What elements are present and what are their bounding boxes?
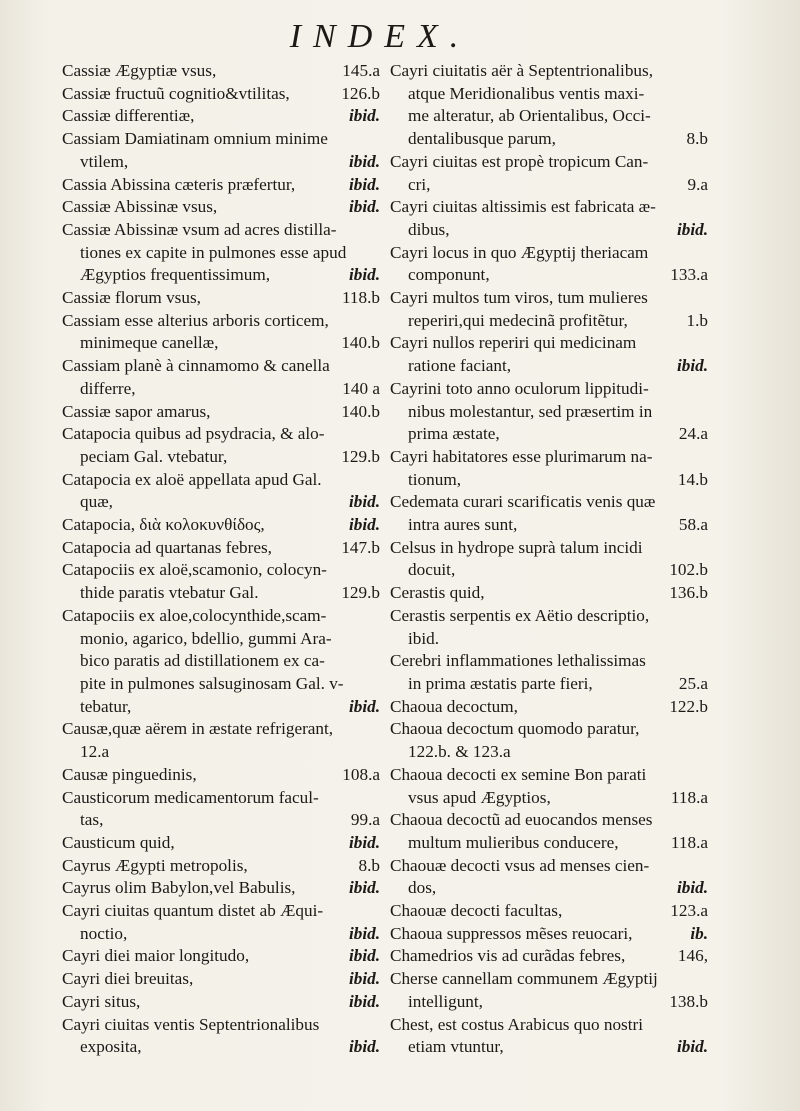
entry-text: Cayrus Ægypti metropolis, <box>62 855 248 875</box>
page-reference: 8.b <box>686 129 708 149</box>
index-entry-line <box>62 128 380 151</box>
index-entry <box>390 968 708 1013</box>
index-entry <box>390 764 708 809</box>
index-entry <box>62 764 380 787</box>
index-entry-line <box>390 287 708 310</box>
entry-text: Causticorum medicamentorum facul- <box>62 787 319 807</box>
index-entry-line <box>390 151 708 174</box>
index-entry <box>390 900 708 923</box>
index-entry <box>390 151 708 196</box>
entry-text: Cerastis serpentis ex Aëtio descriptio, <box>390 605 650 625</box>
entry-text: Cayri diei maior longitudo, <box>62 946 250 966</box>
index-entry-line <box>390 174 708 197</box>
index-entry <box>390 718 708 763</box>
index-entry <box>390 855 708 900</box>
index-entry <box>62 469 380 514</box>
entry-text: Cerastis quid, <box>390 583 485 603</box>
page-reference: ibid. <box>348 174 380 194</box>
index-entry-line <box>62 1014 380 1037</box>
page-reference: ibid. <box>348 1037 380 1057</box>
entry-text: thide paratis vtebatur Gal. <box>80 583 259 603</box>
entry-text: Celsus in hydrope suprà talum incidi <box>390 537 643 557</box>
page-reference: 129.b <box>341 583 380 603</box>
index-entry-line <box>62 219 380 242</box>
index-entry-line <box>62 900 380 923</box>
index-entry-line <box>62 151 380 174</box>
entry-text: Catapocia, διὰ κολοκυνθίδος, <box>62 515 265 535</box>
page-reference: 123.a <box>670 901 708 921</box>
index-entry <box>390 491 708 536</box>
index-entry <box>62 605 380 719</box>
index-entry-line <box>62 718 380 741</box>
entry-text: Cerebri inflammationes lethalissimas <box>390 651 646 671</box>
entry-text: minimeque canellæ, <box>80 333 219 353</box>
index-entry <box>390 945 708 968</box>
entry-text: Cassiæ sapor amarus, <box>62 401 211 421</box>
index-entry-line <box>390 219 708 242</box>
entry-text: Chaoua decoctũ ad euocandos menses <box>390 810 653 830</box>
index-entry <box>62 60 380 83</box>
page-reference: ibid. <box>348 265 380 285</box>
entry-text: me alteratur, ab Orientalibus, Occi- <box>408 106 651 126</box>
index-entry <box>390 242 708 287</box>
index-entry <box>62 900 380 945</box>
index-entry-line <box>390 741 708 764</box>
index-entry-line <box>390 242 708 265</box>
page-reference: ibid. <box>676 1037 708 1057</box>
index-entry-line <box>62 650 380 673</box>
index-entry <box>390 60 708 151</box>
index-entry-line <box>62 991 380 1014</box>
entry-text: Causæ,quæ aërem in æstate refrigerant, <box>62 719 334 739</box>
index-entry <box>62 401 380 424</box>
entry-text: cri, <box>408 174 431 194</box>
entry-text: tebatur, <box>80 696 132 716</box>
index-entry-line <box>62 559 380 582</box>
index-entry-line <box>62 491 380 514</box>
page-reference: ibid. <box>348 151 380 171</box>
entry-text: nibus molestantur, sed præsertim in <box>408 401 653 421</box>
index-entry-line <box>62 174 380 197</box>
index-entry-line <box>62 196 380 219</box>
index-entry <box>390 696 708 719</box>
index-entry-line <box>62 332 380 355</box>
index-entry-line <box>62 83 380 106</box>
index-entry <box>390 196 708 241</box>
entry-text: bico paratis ad distillationem ex ca- <box>80 651 325 671</box>
index-entry <box>390 287 708 332</box>
entry-text: Cherse cannellam communem Ægyptij <box>390 969 658 989</box>
entry-text: Cassiæ Ægyptiæ vsus, <box>62 61 217 80</box>
page-reference: 14.b <box>677 469 708 489</box>
index-entry <box>390 605 708 650</box>
entry-text: vsus apud Ægyptios, <box>408 787 551 807</box>
entry-text: Cassiam planè à cinnamomo & canella <box>62 356 330 376</box>
index-entry-line <box>62 105 380 128</box>
index-entry <box>62 355 380 400</box>
entry-text: Chamedrios vis ad curãdas febres, <box>390 946 626 966</box>
entry-text: 12.a <box>80 742 110 762</box>
page-reference: 118.b <box>341 288 380 308</box>
index-entry <box>62 83 380 106</box>
entry-text: noctio, <box>80 923 128 943</box>
entry-text: tionum, <box>408 469 461 489</box>
index-entry-line <box>62 923 380 946</box>
index-entry-line <box>390 83 708 106</box>
index-entry <box>62 423 380 468</box>
entry-text: Chaoua decocti ex semine Bon parati <box>390 764 647 784</box>
index-entry-line <box>390 582 708 605</box>
index-entry <box>62 196 380 219</box>
entry-text: Ægyptios frequentissimum, <box>80 265 271 285</box>
page-reference: 138.b <box>669 991 708 1011</box>
entry-text: Chaoua decoctum, <box>390 696 518 716</box>
page-reference: ibid. <box>348 492 380 512</box>
entry-text: ibid. <box>408 628 440 648</box>
page-reference: 133.a <box>670 265 708 285</box>
entry-text: Catapocia quibus ad psydracia, & alo- <box>62 424 325 444</box>
entry-text: Cassiæ Abissinæ vsum ad acres distilla- <box>62 219 337 239</box>
index-entry-line <box>62 310 380 333</box>
entry-text: Cayri habitatores esse plurimarum na- <box>390 446 653 466</box>
index-entry-line <box>390 1036 708 1059</box>
entry-text: Causæ pinguedinis, <box>62 764 197 784</box>
index-entry-line <box>390 787 708 810</box>
index-entry-line <box>62 945 380 968</box>
entry-text: Cassia Abissina cæteris præfertur, <box>62 174 296 194</box>
index-entry-line <box>390 923 708 946</box>
page-reference: ibid. <box>348 991 380 1011</box>
entry-text: componunt, <box>408 265 490 285</box>
entry-text: Cayri locus in quo Ægyptij theriacam <box>390 242 649 262</box>
index-entry <box>62 787 380 832</box>
index-entry <box>390 332 708 377</box>
index-entry <box>390 378 708 446</box>
entry-text: dentalibusque parum, <box>408 129 556 149</box>
entry-text: in prima æstatis parte fieri, <box>408 673 593 693</box>
index-entry <box>62 105 380 128</box>
entry-text: Cassiam Damiatinam omnium minime <box>62 129 328 149</box>
entry-text: monio, agarico, bdellio, gummi Ara- <box>80 628 332 648</box>
index-entry-line <box>62 832 380 855</box>
page-reference: 8.b <box>358 855 380 875</box>
page-reference: ibid. <box>348 832 380 852</box>
entry-text: Cayri ciuitas altissimis est fabricata æ- <box>390 197 656 217</box>
entry-text: Chaoua decoctum quomodo paratur, <box>390 719 640 739</box>
entry-text: ratione faciant, <box>408 356 512 376</box>
index-entry <box>390 809 708 854</box>
entry-text: Cayri ciuitas est propè tropicum Can- <box>390 151 649 171</box>
entry-text: prima æstate, <box>408 424 500 444</box>
entry-text: pite in pulmones salsuginosam Gal. v- <box>80 673 344 693</box>
page-reference: 140 a <box>342 378 380 398</box>
entry-text: docuit, <box>408 560 456 580</box>
index-entry-line <box>390 809 708 832</box>
index-entry <box>62 991 380 1014</box>
index-entry-line <box>390 355 708 378</box>
page-reference: ibid. <box>676 356 708 376</box>
index-entry <box>62 945 380 968</box>
index-entry-line <box>62 673 380 696</box>
entry-text: Catapociis ex aloë,scamonio, colocyn- <box>62 560 327 580</box>
entry-text: Cayri ciuitas quantum distet ab Æqui- <box>62 901 324 921</box>
page-reference: ibid. <box>676 878 708 898</box>
index-column-right <box>390 60 708 1059</box>
index-entry-line <box>390 60 708 83</box>
page-reference: 118.a <box>670 787 708 807</box>
index-entry <box>62 287 380 310</box>
entry-text: Cayri multos tum viros, tum mulieres <box>390 288 648 308</box>
index-entry-line <box>390 945 708 968</box>
entry-text: Cayri ciuitas ventis Septentrionalibus <box>62 1014 320 1034</box>
index-entry-line <box>390 605 708 628</box>
index-entry-line <box>390 128 708 151</box>
page-reference: 108.a <box>342 764 380 784</box>
index-entry <box>390 446 708 491</box>
index-entry-line <box>62 60 380 83</box>
entry-text: Cassiam esse alterius arboris corticem, <box>62 310 329 330</box>
index-entry <box>62 310 380 355</box>
index-entry-line <box>390 900 708 923</box>
index-entry-line <box>62 605 380 628</box>
entry-text: tas, <box>80 810 104 830</box>
page-reference: 136.b <box>669 583 708 603</box>
page-reference: ibid. <box>348 878 380 898</box>
index-entry-line <box>62 264 380 287</box>
entry-text: Chaouæ decocti vsus ad menses cien- <box>390 855 650 875</box>
page-reference: 140.b <box>341 401 380 421</box>
index-entry-line <box>390 877 708 900</box>
page-reference: ibid. <box>348 696 380 716</box>
index-entry <box>62 514 380 537</box>
entry-text: dibus, <box>408 219 450 239</box>
entry-text: Chaoua suppressos mẽses reuocari, <box>390 923 633 943</box>
index-entry-line <box>390 673 708 696</box>
page-reference: 118.a <box>670 832 708 852</box>
index-entry-line <box>62 446 380 469</box>
index-entry-line <box>62 764 380 787</box>
index-entry-line <box>390 559 708 582</box>
page-reference: ib. <box>690 923 708 943</box>
page-reference: 126.b <box>341 83 380 103</box>
index-entry-line <box>62 696 380 719</box>
index-entry <box>390 582 708 605</box>
page-title: INDEX. <box>289 18 471 55</box>
page-reference: 146, <box>677 946 708 966</box>
entry-text: multum mulieribus conducere, <box>408 832 619 852</box>
page-reference: ibid. <box>348 923 380 943</box>
entry-text: Cayri ciuitatis aër à Septentrionalibus, <box>390 61 653 80</box>
index-entry-line <box>62 423 380 446</box>
entry-text: Cedemata curari scarificatis venis quæ <box>390 492 656 512</box>
index-entry-line <box>390 423 708 446</box>
index-entry-line <box>62 1036 380 1059</box>
page-reference: ibid. <box>348 515 380 535</box>
index-entry <box>62 832 380 855</box>
index-column-left <box>62 60 380 1059</box>
index-entry-line <box>390 832 708 855</box>
page-reference: 9.a <box>687 174 708 194</box>
index-entry <box>62 219 380 287</box>
entry-text: quæ, <box>80 492 113 512</box>
index-entry <box>390 537 708 582</box>
page-reference: 129.b <box>341 446 380 466</box>
index-entry-line <box>390 446 708 469</box>
index-entry <box>62 559 380 604</box>
entry-text: Cayrus olim Babylon,vel Babulis, <box>62 878 296 898</box>
index-entry <box>62 174 380 197</box>
index-entry <box>390 923 708 946</box>
page-reference: ibid. <box>348 969 380 989</box>
index-entry <box>62 537 380 560</box>
index-entry-line <box>390 537 708 560</box>
index-entry-line <box>390 855 708 878</box>
page-reference: 140.b <box>341 333 380 353</box>
index-entry-line <box>390 469 708 492</box>
index-entry-line <box>62 855 380 878</box>
index-entry-line <box>390 378 708 401</box>
index-entry-line <box>62 378 380 401</box>
index-entry-line <box>62 787 380 810</box>
entry-text: intra aures sunt, <box>408 515 518 535</box>
entry-text: exposita, <box>80 1037 142 1057</box>
index-entry-line <box>62 242 380 265</box>
page-reference: ibid. <box>348 946 380 966</box>
entry-text: peciam Gal. vtebatur, <box>80 446 228 466</box>
index-entry-line <box>62 469 380 492</box>
page-reference: 99.a <box>350 810 380 830</box>
index-entry-line <box>390 514 708 537</box>
entry-text: Catapocia ad quartanas febres, <box>62 537 272 557</box>
index-entry-line <box>62 582 380 605</box>
index-entry <box>62 128 380 173</box>
index-entry-line <box>390 968 708 991</box>
index-entry-line <box>62 877 380 900</box>
index-entry <box>390 1014 708 1059</box>
index-entry-line <box>390 105 708 128</box>
entry-text: reperiri,qui medecinã profitẽtur, <box>408 310 628 330</box>
entry-text: 122.b. & 123.a <box>408 742 511 762</box>
entry-text: dos, <box>408 878 437 898</box>
index-entry-line <box>62 355 380 378</box>
entry-text: Chaouæ decocti facultas, <box>390 901 563 921</box>
page-reference: 58.a <box>678 515 708 535</box>
index-entry-line <box>390 196 708 219</box>
index-entry-line <box>390 264 708 287</box>
index-entry-line <box>390 1014 708 1037</box>
index-entry <box>62 877 380 900</box>
index-entry <box>62 718 380 763</box>
index-entry-line <box>390 491 708 514</box>
entry-text: Chest, est costus Arabicus quo nostri <box>390 1014 644 1034</box>
page-reference: 24.a <box>678 424 708 444</box>
entry-text: Cassiæ differentiæ, <box>62 106 195 126</box>
index-entry-line <box>390 310 708 333</box>
index-entry-line <box>62 537 380 560</box>
index-entry <box>62 968 380 991</box>
entry-text: Cayrini toto anno oculorum lippitudi- <box>390 378 649 398</box>
index-entry-line <box>390 332 708 355</box>
index-entry-line <box>390 650 708 673</box>
page-reference: 25.a <box>678 673 708 693</box>
page-reference: 122.b <box>669 696 708 716</box>
page-reference: 145.a <box>342 61 380 80</box>
index-entry-line <box>62 628 380 651</box>
page-reference: ibid. <box>676 219 708 239</box>
entry-text: Cayri diei breuitas, <box>62 969 194 989</box>
entry-text: Catapociis ex aloe,colocynthide,scam- <box>62 605 327 625</box>
entry-text: Cassiæ Abissinæ vsus, <box>62 197 218 217</box>
page-reference: 1.b <box>686 310 708 330</box>
entry-text: Causticum quid, <box>62 832 175 852</box>
entry-text: vtilem, <box>80 151 129 171</box>
index-entry-line <box>390 764 708 787</box>
entry-text: Cayri situs, <box>62 991 141 1011</box>
entry-text: differre, <box>80 378 136 398</box>
entry-text: atque Meridionalibus ventis maxi- <box>408 83 645 103</box>
index-entry-line <box>62 741 380 764</box>
entry-text: Cassiæ florum vsus, <box>62 288 201 308</box>
index-entry <box>390 650 708 695</box>
index-entry-line <box>62 809 380 832</box>
entry-text: intelligunt, <box>408 991 483 1011</box>
index-entry <box>62 855 380 878</box>
entry-text: Cayri nullos reperiri qui medicinam <box>390 333 637 353</box>
index-entry-line <box>390 696 708 719</box>
entry-text: etiam vtuntur, <box>408 1037 504 1057</box>
index-entry <box>62 1014 380 1059</box>
index-entry-line <box>390 401 708 424</box>
index-entry-line <box>62 514 380 537</box>
index-entry-line <box>390 628 708 651</box>
entry-text: tiones ex capite in pulmones esse apud <box>80 242 347 262</box>
entry-text: Cassiæ fructuũ cognitio&vtilitas, <box>62 83 290 103</box>
page-reference: 147.b <box>341 537 380 557</box>
index-entry-line <box>62 968 380 991</box>
index-entry-line <box>390 991 708 1014</box>
index-entry-line <box>62 401 380 424</box>
page-reference: ibid. <box>348 106 380 126</box>
index-entry-line <box>390 718 708 741</box>
index-entry-line <box>62 287 380 310</box>
page-reference: ibid. <box>348 197 380 217</box>
page-reference: 102.b <box>669 560 708 580</box>
entry-text: Catapocia ex aloë appellata apud Gal. <box>62 469 322 489</box>
